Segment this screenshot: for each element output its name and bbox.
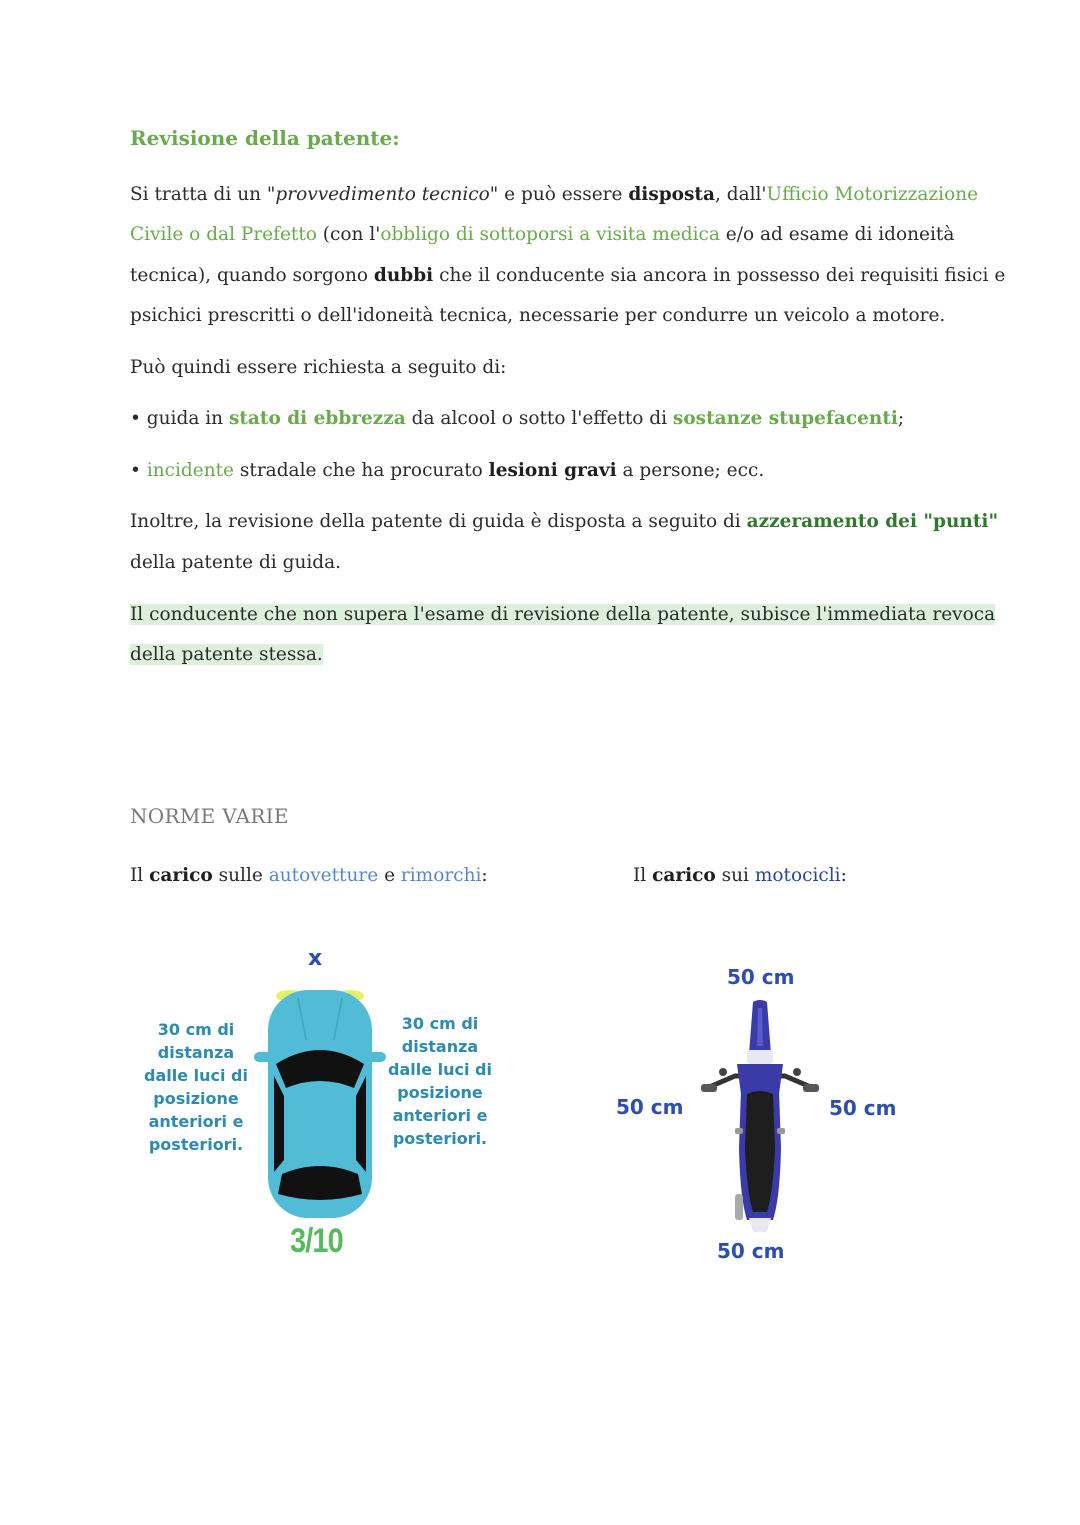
car-front-x-mark: x (308, 946, 323, 971)
car-left-label: 30 cm di distanza dalle luci di posizione anteriori e posteriori. (144, 1020, 248, 1154)
revision-title: Revisione della patente: (130, 126, 400, 150)
dubbi-term: dubbi (373, 265, 434, 286)
points-reset-line-1: Inoltre, la revisione della patente di guida è disposta a seguito di azzeramento dei "punti" (130, 511, 999, 532)
motorizzazione-office-term: Ufficio Motorizzazione (766, 184, 979, 205)
accident-term: incidente (146, 460, 235, 481)
revision-paragraph-line-3: tecnica), quando sorgono dubbi che il conducente sia ancora in possesso dei requisiti fisici e (130, 265, 1006, 286)
autovetture-term: autovetture (268, 865, 379, 886)
bullet-accident: • incidente stradale che ha procurato lesioni gravi a persone; ecc. (130, 460, 765, 481)
drugs-term: sostanze stupefacenti (672, 408, 898, 429)
serious-injuries-term: lesioni gravi (488, 460, 617, 481)
points-reset-line-2: della patente di guida. (130, 552, 342, 573)
section-title-norme-varie: NORME VARIE (130, 804, 289, 828)
car-top-view-icon (250, 980, 390, 1225)
moto-bottom-distance: 50 cm (717, 1239, 785, 1263)
moto-load-caption: Il carico sui motocicli: (633, 865, 847, 886)
moto-top-distance: 50 cm (727, 965, 795, 989)
revision-paragraph-line-4: psichici prescritti o dell'idoneità tecnica, necessarie per condurre un veicolo a motore. (130, 305, 946, 326)
revision-paragraph-line-1: Si tratta di un "provvedimento tecnico" e può essere disposta, dall'Ufficio Motorizzazione (130, 184, 979, 205)
disposta-term: disposta (628, 184, 715, 205)
drunk-state-term: stato di ebbrezza (228, 408, 406, 429)
revision-paragraph-line-2: Civile o dal Prefetto (con l'obbligo di sottoporsi a visita medica e/o ad esame di idoneità (130, 224, 955, 245)
revocation-line-1: Il conducente che non supera l'esame di revisione della patente, subisce l'immediata revoca (130, 604, 996, 625)
moto-right-distance: 50 cm (829, 1096, 897, 1120)
points-reset-term: azzeramento dei "punti" (746, 511, 999, 532)
bullet-drunk-driving: • guida in stato di ebbrezza da alcool o sotto l'effetto di sostanze stupefacenti; (130, 408, 905, 429)
revocation-line-2: della patente stessa. (130, 644, 323, 665)
bullet-dot: • (130, 460, 141, 481)
car-right-label: 30 cm di distanza dalle luci di posizione anteriori e posteriori. (388, 1014, 492, 1148)
medical-visit-term: obbligo di sottoporsi a visita medica (380, 224, 720, 245)
car-load-caption: Il carico sulle autovetture e rimorchi: (130, 865, 488, 886)
prefetto-term: Civile o dal Prefetto (130, 224, 317, 245)
revision-intro-list: Può quindi essere richiesta a seguito di: (130, 357, 507, 378)
rimorchi-term: rimorchi (400, 865, 482, 886)
bullet-dot: • (130, 408, 141, 429)
moto-left-distance: 50 cm (616, 1095, 684, 1119)
motocicli-term: motocicli (754, 865, 841, 886)
technical-measure-term: provvedimento tecnico (275, 184, 490, 205)
motorcycle-top-view-icon (695, 998, 825, 1234)
car-load-fraction: 3/10 (290, 1222, 343, 1260)
